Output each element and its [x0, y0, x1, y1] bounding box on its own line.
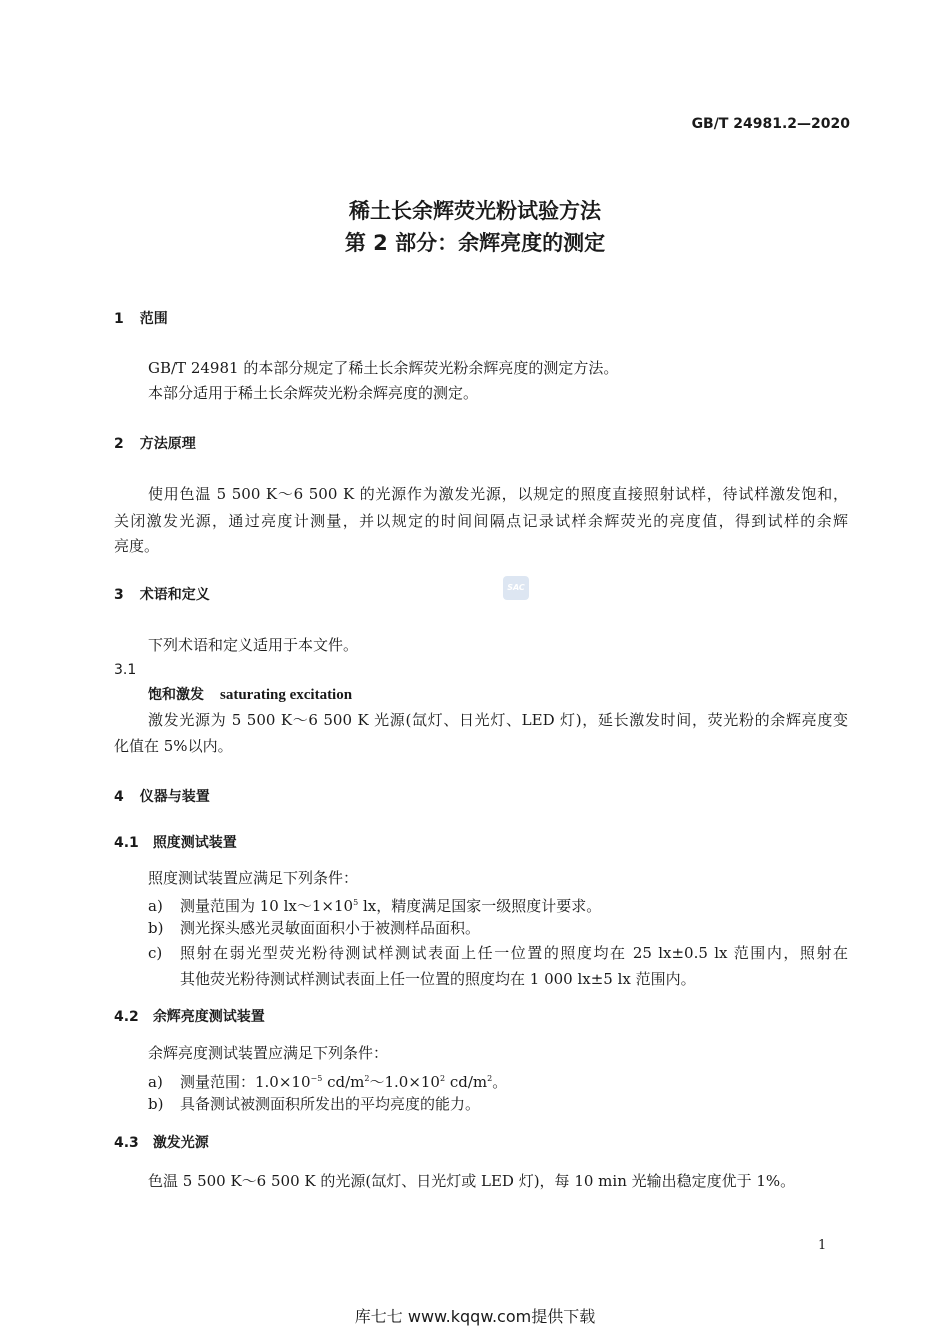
text: 照射在弱光型荧光粉待测试样测试表面上任一位置的照度均在 25 lx±0.5 lx 范围内，照射在: [180, 944, 848, 962]
text: cd/m: [322, 1073, 365, 1091]
text: ～1.0×10: [369, 1073, 440, 1091]
term-en: saturating excitation: [220, 687, 353, 703]
term-heading: [148, 685, 352, 705]
definition-line: 化值在 5%以内。: [114, 737, 233, 755]
paragraph: 本部分适用于稀土长余辉荧光粉余辉亮度的测定。: [148, 384, 479, 402]
paragraph: 色温 5 500 K～6 500 K 的光源(氙灯、日光灯或 LED 灯)，每 10 min 光输出稳定度优于 1%。: [148, 1172, 796, 1190]
list-item-a: [148, 1069, 507, 1092]
standard-number: GB/T 24981.2—2020: [691, 116, 850, 132]
text: 。: [492, 1073, 508, 1091]
list-label: b): [148, 1095, 164, 1113]
superscript: −5: [310, 1074, 323, 1083]
footer-download-text: 库七七 www.kqqw.com提供下载: [354, 1307, 596, 1326]
list-item-c-cont: 其他荧光粉待测试样测试表面上任一位置的照度均在 1 000 lx±5 lx 范围内。: [180, 970, 696, 988]
list-item-b: [148, 918, 480, 938]
superscript: 2: [364, 1074, 370, 1083]
section-num: 2: [114, 436, 124, 452]
text: 测量范围为 10 lx～1×10: [180, 897, 354, 915]
section-title: 余辉亮度测试装置: [152, 1009, 265, 1025]
text: cd/m: [445, 1073, 488, 1091]
paragraph-line: 使用色温 5 500 K～6 500 K 的光源作为激发光源，以规定的照度直接照射试样，待试样激发饱和，: [148, 485, 848, 503]
section-4-1-heading: [114, 833, 237, 853]
section-4-3-heading: [114, 1133, 209, 1153]
page-number: 1: [818, 1238, 827, 1253]
section-num: 4.2: [114, 1009, 139, 1025]
section-num: 4.1: [114, 835, 139, 851]
paragraph: 照度测试装置应满足下列条件：: [148, 869, 359, 887]
text: 具备测试被测面积所发出的平均亮度的能力。: [180, 1095, 481, 1113]
section-3-heading: [114, 585, 210, 605]
text: 测光探头感光灵敏面面积小于被测样品面积。: [180, 919, 481, 937]
section-title: 仪器与装置: [139, 789, 210, 805]
section-2-heading: [114, 434, 196, 454]
section-title: 范围: [139, 311, 168, 327]
list-item-b: [148, 1094, 480, 1114]
section-title: 方法原理: [139, 436, 196, 452]
section-title: 术语和定义: [139, 587, 210, 603]
section-num: 4: [114, 789, 124, 805]
section-1-heading: [114, 309, 168, 329]
definition-line: 激发光源为 5 500 K～6 500 K 光源(氙灯、日光灯、LED 灯)，延长激发时间，荧光粉的余辉亮度变: [148, 711, 848, 729]
paragraph: 下列术语和定义适用于本文件。: [148, 636, 359, 654]
list-item-c: [148, 943, 848, 963]
section-title: 激发光源: [152, 1135, 209, 1151]
list-item-a: [148, 893, 601, 916]
paragraph: GB/T 24981 的本部分规定了稀土长余辉荧光粉余辉亮度的测定方法。: [148, 359, 619, 377]
paragraph-line: 亮度。: [114, 537, 160, 555]
section-title: 照度测试装置: [152, 835, 237, 851]
section-4-heading: [114, 787, 210, 807]
list-label: a): [148, 1073, 163, 1091]
superscript: 2: [439, 1074, 446, 1083]
section-num: 1: [114, 311, 124, 327]
title-line-2: 第 2 部分：余辉亮度的测定: [344, 231, 606, 255]
paragraph: 余辉亮度测试装置应满足下列条件：: [148, 1044, 389, 1062]
superscript: 5: [353, 898, 359, 907]
list-label: c): [148, 944, 163, 962]
superscript: 2: [487, 1074, 493, 1083]
paragraph-line: 关闭激发光源，通过亮度计测量，并以规定的时间间隔点记录试样余辉荧光的亮度值，得到试样的余辉: [114, 512, 848, 530]
list-label: b): [148, 919, 164, 937]
sac-watermark: SAC: [503, 576, 529, 600]
section-4-2-heading: [114, 1007, 265, 1027]
text: 测量范围：1.0×10: [180, 1073, 311, 1091]
term-number: 3.1: [114, 662, 137, 678]
section-num: 4.3: [114, 1135, 139, 1151]
title-line-1: 稀土长余辉荧光粉试验方法: [349, 199, 601, 223]
text: lx，精度满足国家一级照度计要求。: [358, 897, 602, 915]
section-num: 3: [114, 587, 124, 603]
list-label: a): [148, 897, 163, 915]
term-cn: 饱和激发: [148, 687, 204, 703]
